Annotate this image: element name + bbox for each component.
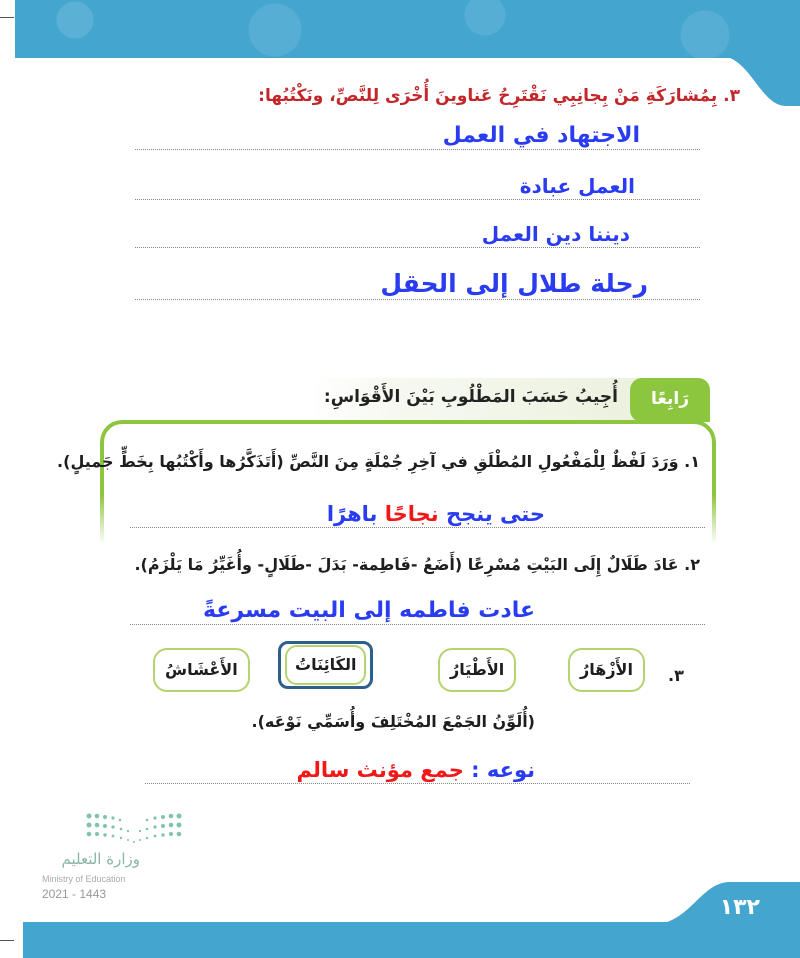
answer-highlight: نجاحًا [384, 502, 439, 526]
answer-line-3[interactable] [135, 218, 700, 248]
answer-line-q1[interactable] [130, 496, 705, 528]
footer-band [23, 922, 800, 958]
answer-line-4[interactable] [135, 266, 700, 300]
logo-year: 2021 - 1443 [42, 887, 107, 901]
dotted-line [130, 527, 705, 528]
question-3-number: ٣. [668, 666, 684, 685]
answer-text: العمل عبادة [519, 174, 635, 198]
logo-arabic-text: وزارة التعليم [61, 850, 140, 868]
question-3-instruction: (أُلَوِّنُ الجَمْعَ المُخْتَلِفَ وأُسَمِّي نَوْعَه). [251, 712, 535, 731]
word-chip[interactable]: الأَعْشَاشُ [153, 648, 250, 692]
answer-part: باهرًا [326, 502, 378, 526]
question-1: ١. وَرَدَ لَفْظٌ لِلْمَفْعُولِ المُطْلَقِ في آخِرِ جُمْلَةٍ مِنَ النَّصِّ (أَتَذَكَّرُها وأَكْتُبُها بِخَطٍّ جَميلٍ). [57, 452, 700, 471]
answer-line-q2[interactable] [130, 593, 705, 625]
dotted-line [135, 199, 700, 200]
answer-text: عادت فاطمه إلى البيت مسرعةً [203, 598, 535, 623]
dotted-line [135, 299, 700, 300]
answer-line-1[interactable] [135, 120, 700, 150]
answer-line-q3[interactable] [145, 750, 690, 784]
dotted-line [130, 624, 705, 625]
crop-mark [0, 17, 14, 18]
word-chip-selected[interactable] [278, 641, 373, 689]
answer-label: نوعه : [471, 758, 535, 782]
answer-text [327, 502, 545, 526]
answer-value: جمع مؤنث سالم [296, 758, 464, 782]
dotted-line [135, 149, 700, 150]
answer-line-2[interactable] [135, 170, 700, 200]
selected-word: الكَائِنَاتُ [285, 645, 366, 685]
answer-part: حتى ينجح [446, 502, 545, 526]
logo-dots-icon [85, 810, 185, 846]
word-chip[interactable]: الأَطْيَارُ [438, 648, 516, 692]
word-chip[interactable]: الأَزْهَارُ [568, 648, 645, 692]
footer-wave [560, 880, 800, 925]
answer-text: الاجتهاد في العمل [442, 123, 640, 148]
ministry-logo [40, 810, 190, 900]
page-number: ١٣٢ [719, 895, 760, 920]
section-title: أُجِيبُ حَسَبَ المَطْلُوبِ بَيْنَ الأَقْوَاسِ: [323, 387, 618, 407]
answer-text [296, 758, 535, 782]
dotted-line [145, 783, 690, 784]
section-badge: رَابِعًا [630, 378, 710, 422]
header-band [15, 0, 800, 58]
dotted-line [135, 247, 700, 248]
answer-text: رحلة طلال إلى الحقل [380, 269, 648, 298]
question-3-title: ٣. بِمُشارَكَةِ مَنْ بِجانِبِي نَقْتَرِحُ عَناوينَ أُخْرَى لِلنَّصِّ، ونَكْتُبُها: [258, 86, 740, 106]
section-header [310, 378, 710, 420]
answer-text: ديننا دين العمل [481, 222, 630, 246]
question-2: ٢. عَادَ طَلَالٌ إِلَى البَيْتِ مُسْرِعًا (أَضَعُ -فَاطِمة- بَدَلَ -طَلَالٍ- وأُغَيِّرُ مَا يَلْزَمُ). [134, 555, 700, 574]
crop-mark [0, 940, 14, 941]
logo-english-text: Ministry of Education [42, 874, 126, 884]
